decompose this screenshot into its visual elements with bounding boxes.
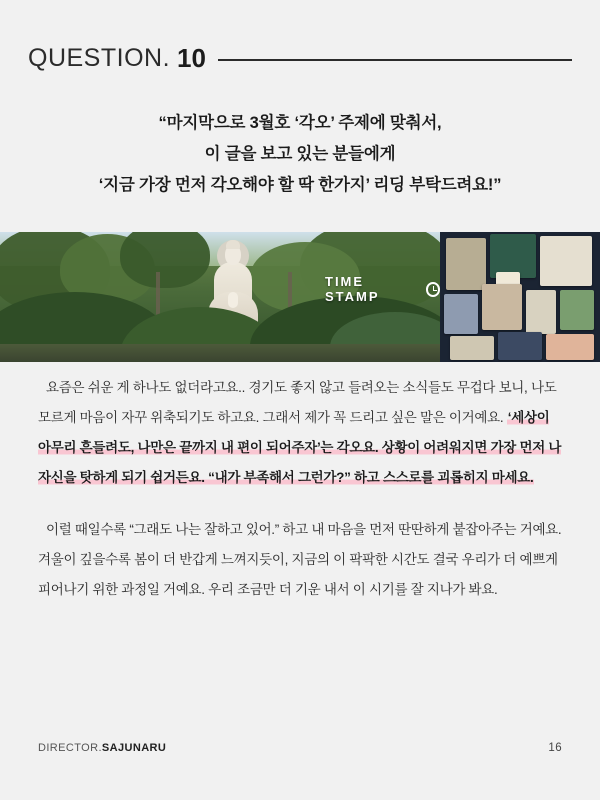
card-item — [450, 336, 494, 360]
question-line-3: ‘지금 가장 먼저 각오해야 할 딱 한가지’ 리딩 부탁드려요!” — [98, 176, 502, 194]
card-item — [546, 334, 594, 360]
statue-hands — [228, 292, 238, 308]
director-credit — [38, 742, 166, 754]
question-text — [30, 108, 570, 201]
card-item — [526, 290, 556, 334]
director-role-label: DIRECTOR. — [38, 742, 102, 754]
answer-paragraph-1-highlight: ‘세상이 아무리 흔들려도, 나만은 끝까지 내 편이 되어주자’는 각오요. 상황이 어려워지면 가장 먼저 나 자신을 탓하게 되기 쉽거든요. “내가 부족해서 그런가?” 하고 스스로를 괴롭히지 마세요. — [38, 410, 562, 485]
tree-shape — [120, 232, 210, 288]
card-item — [446, 238, 486, 290]
time-stamp-watermark — [325, 274, 440, 304]
page-footer — [38, 742, 562, 754]
ground-region — [0, 344, 440, 362]
tarot-card-collage-photo — [440, 232, 600, 362]
answer-paragraph-1-plain: 요즘은 쉬운 게 하나도 없더라고요.. 경기도 좋지 않고 들려오는 소식들도 무겁다 보니, 나도 모르게 마음이 자꾸 위축되기도 하고요. 그래서 제가 꼭 드리고 싶은 말은 이거예요. — [38, 380, 557, 425]
answer-paragraph-2: 이럴 때일수록 “그래도 나는 잘하고 있어.” 하고 내 마음을 먼저 딴딴하게 붙잡아주는 거예요. 겨울이 깊을수록 봄이 더 반갑게 느껴지듯이, 지금의 이 팍팍한 시간도 결국 우리가 더 예쁘게 피어나기 위한 과정일 거예요. 우리 조금만 더 기운 내서 이 시기를 잘 지나가 봐요. — [38, 522, 562, 597]
question-number: 10 — [177, 42, 206, 73]
card-item — [444, 294, 478, 334]
question-line-1: “마지막으로 3월호 ‘각오’ 주제에 맞춰서, — [158, 114, 442, 132]
director-name: SAJUNARU — [101, 742, 167, 754]
card-item — [482, 284, 522, 330]
clock-icon — [426, 282, 440, 297]
card-item — [540, 236, 592, 286]
question-line-2: 이 글을 보고 있는 분들에게 — [204, 145, 396, 163]
statue-crown — [226, 240, 240, 249]
answer-paragraph-1 — [38, 373, 562, 493]
question-header — [28, 40, 572, 76]
question-label: QUESTION. — [28, 43, 171, 72]
time-stamp-label: TIME STAMP — [325, 274, 380, 304]
header-rule — [218, 59, 572, 61]
card-item — [498, 332, 542, 360]
page-number: 16 — [548, 742, 562, 754]
answer-body — [38, 373, 562, 623]
photo-strip — [0, 232, 600, 362]
card-item — [560, 290, 594, 330]
temple-statue-photo — [0, 232, 440, 362]
